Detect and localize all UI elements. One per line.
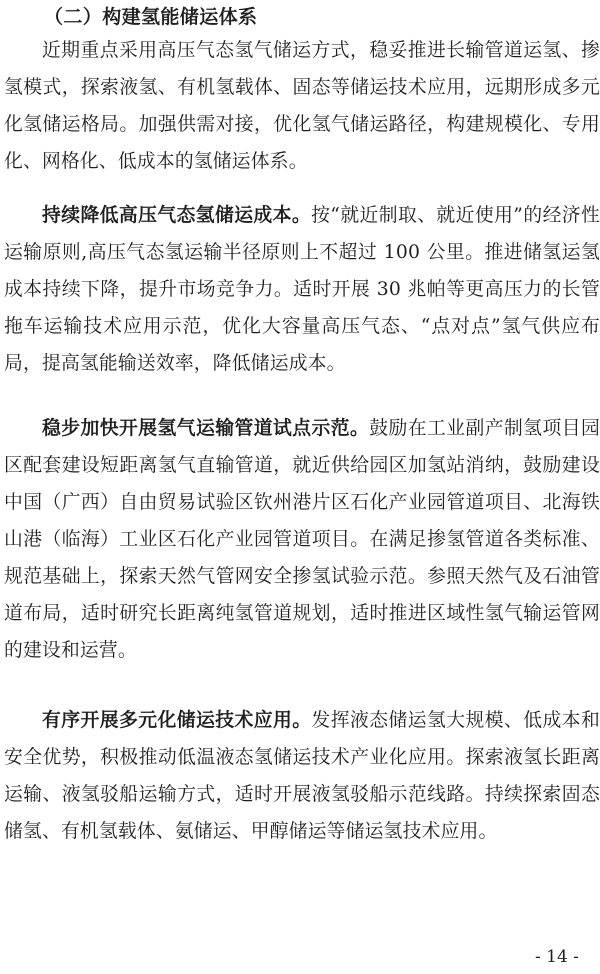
paragraph-text: 近期重点采用高压气态氢气储运方式，稳妥推进长输管道运氢、掺氢模式，探索液氢、有机氢载体、固态等储运技术应用，远期形成多元化氢储运格局。加强供需对接，优化氢气储运路径，构建规模化、专用化、网格化、低成本的氢储运体系。: [4, 40, 600, 172]
paragraph-text: 按“就近制取、就近使用”的经济性运输原则,高压气态氢运输半径原则上不超过 100 公里。推进储氢运氢成本持续下降，提升市场竞争力。适时开展 30 兆帕等更高压力的长管拖车运输技术应用示范，优化大容量高压气态、“点对点”氢气供应布局，提高氢能输送效率，降低储运成本。: [4, 205, 600, 374]
page-number: - 14 -: [535, 947, 579, 967]
paragraph-lead: 持续降低高压气态氢储运成本。: [42, 205, 312, 226]
section-heading: （二）构建氢能储运体系: [44, 6, 258, 28]
paragraph-text: 发挥液态储运氢大规模、低成本和安全优势，积极推动低温液态氢储运技术产业化应用。探索液氢长距离运输、液氢驳船运输方式，适时开展液氢驳船示范线路。持续探索固态储氢、有机氢载体、氨储运、甲醇储运等储运氢技术应用。: [4, 710, 600, 842]
paragraph-high-pressure: [4, 197, 600, 382]
paragraph-overview: [4, 32, 600, 180]
paragraph-text: 鼓励在工业副产制氢项目园区配套建设短距离氢气直输管道，就近供给园区加氢站消纳，鼓励建设中国（广西）自由贸易试验区钦州港片区石化产业园管道项目、北海铁山港（临海）工业区石化产业园管道项目。在满足掺氢管道各类标准、规范基础上，探索天然气管网安全掺氢试验示范。参照天然气及石油管道布局，适时研究长距离纯氢管道规划，适时推进区域性氢气输运管网的建设和运营。: [4, 418, 600, 661]
paragraph-lead: 稳步加快开展氢气运输管道试点示范。: [42, 418, 370, 439]
paragraph-diversified-storage: [4, 702, 600, 850]
paragraph-lead: 有序开展多元化储运技术应用。: [42, 710, 312, 731]
paragraph-pipeline: [4, 410, 600, 669]
